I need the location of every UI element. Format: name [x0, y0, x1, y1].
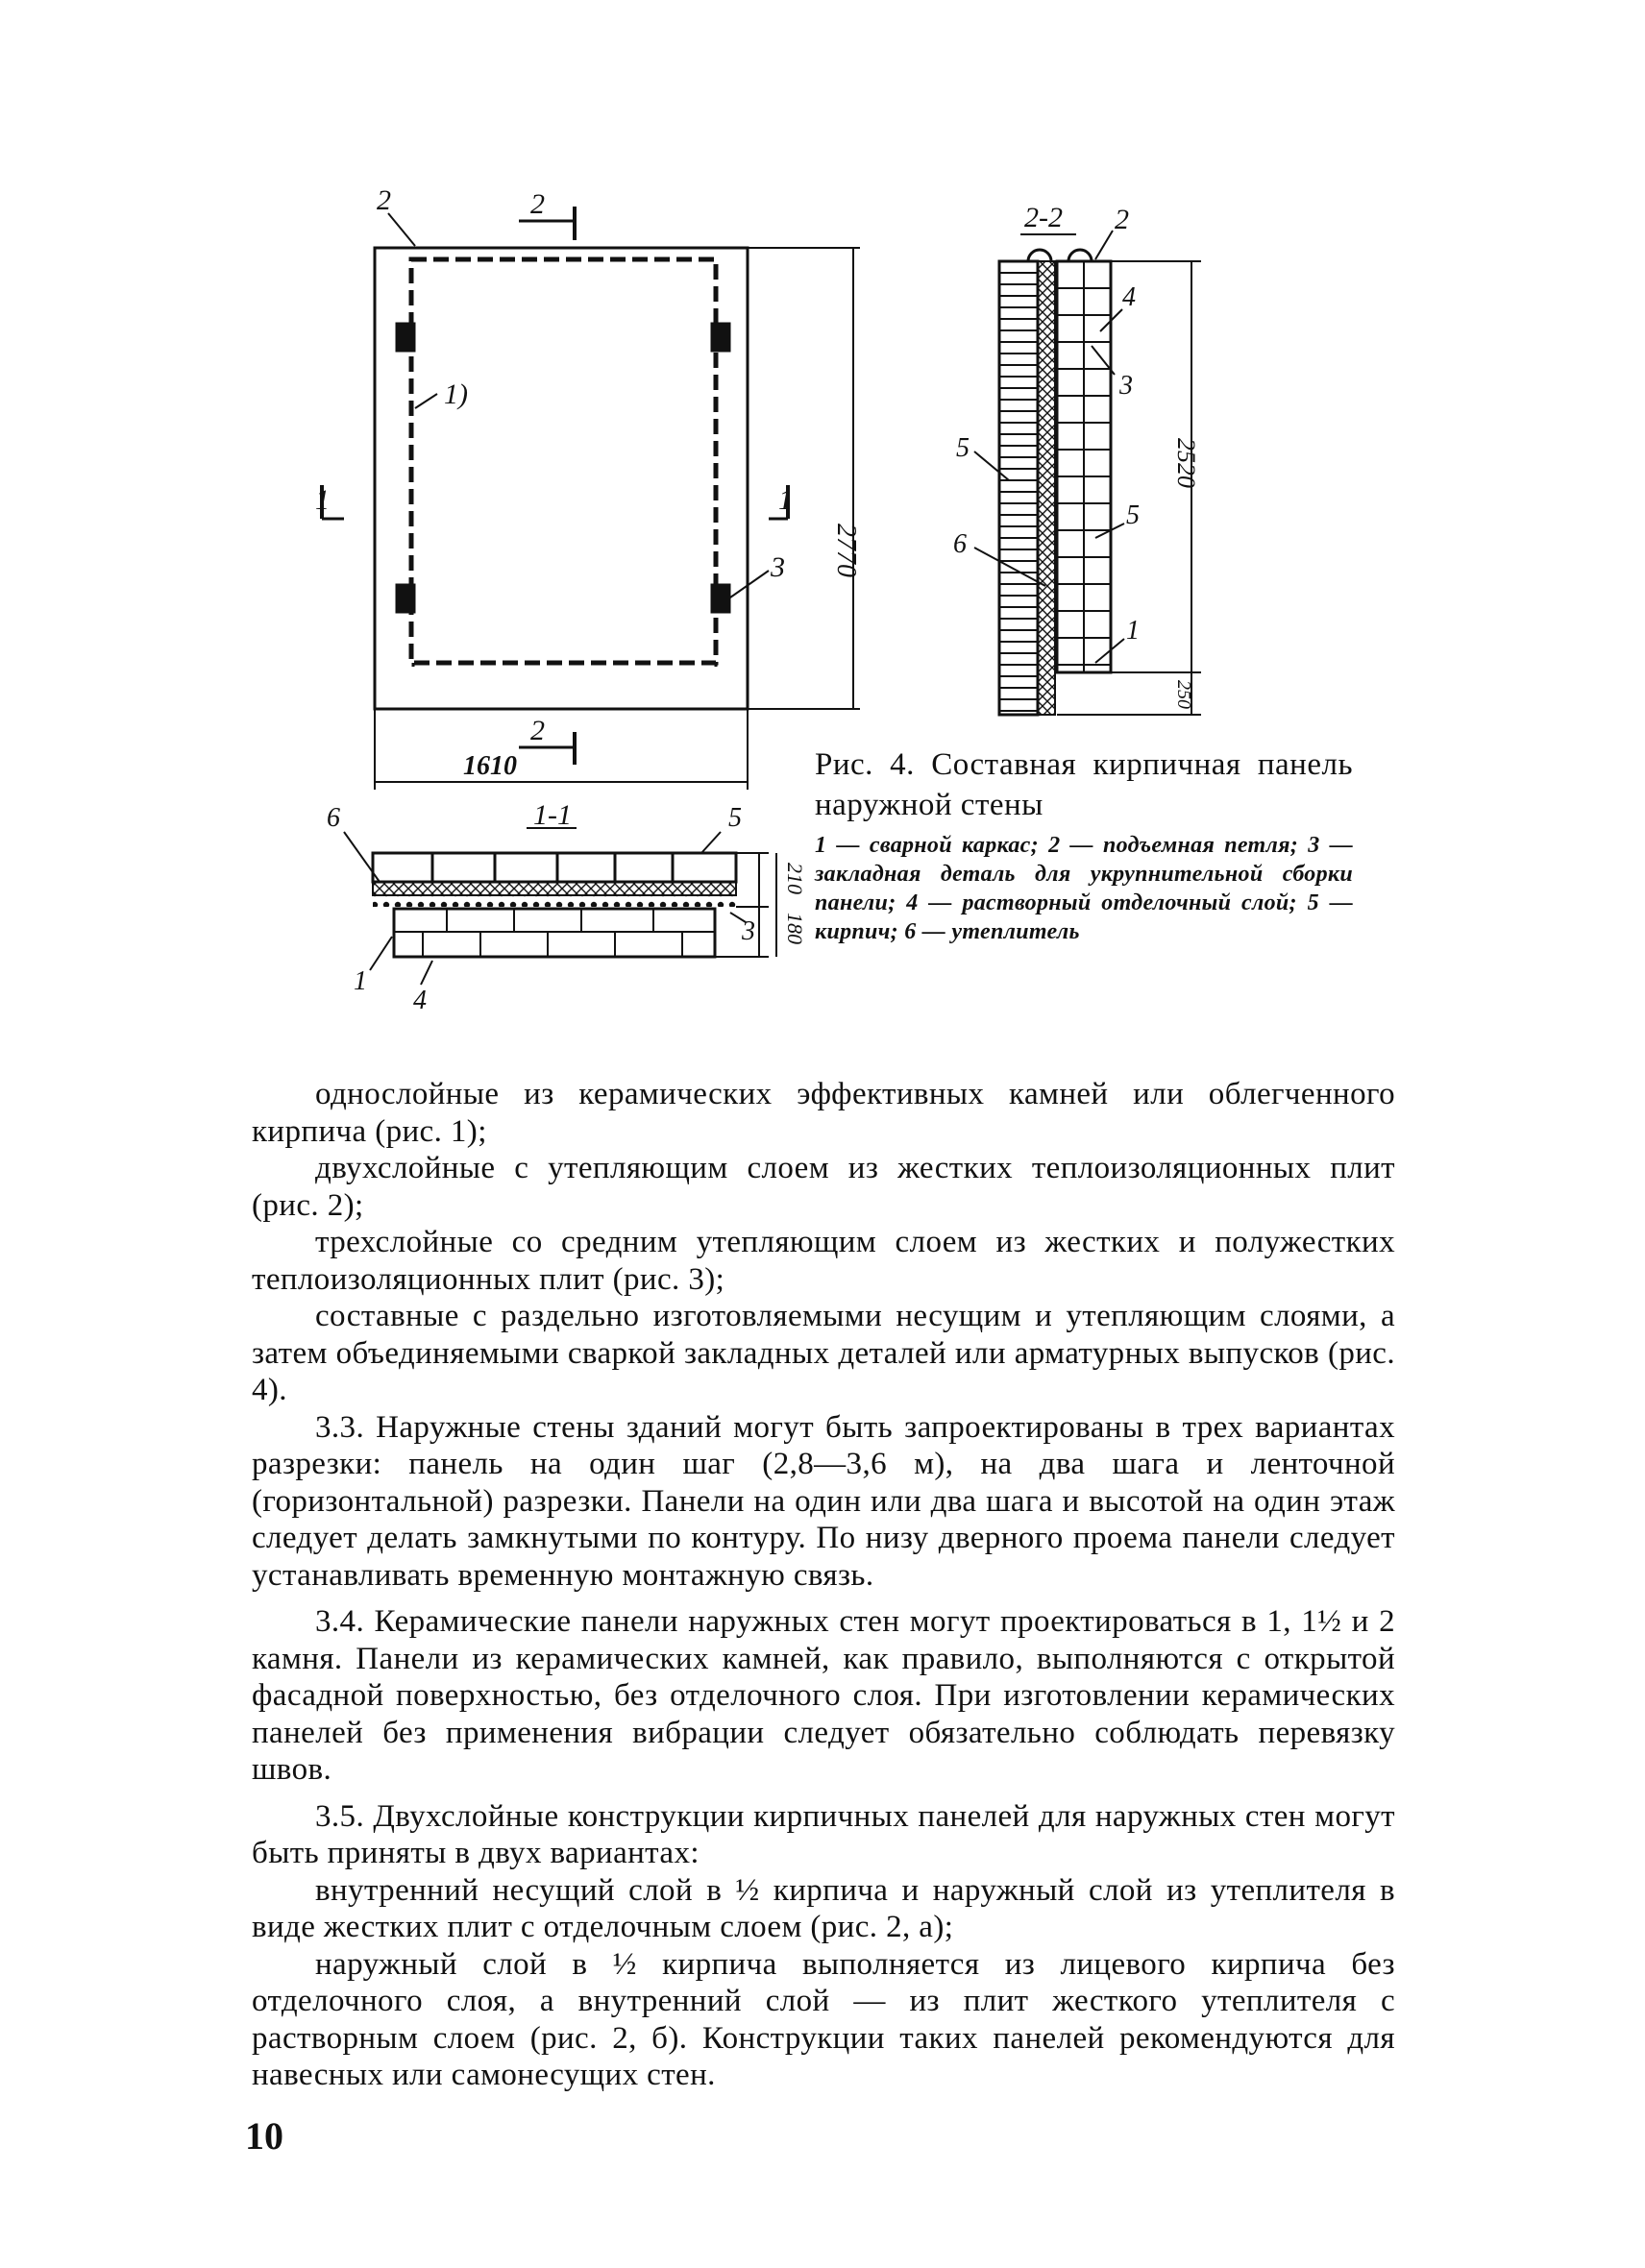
paragraph: 3.5. Двухслойные конструкции кирпичных панелей для наружных стен могут быть приняты в двух вариантах: — [252, 1798, 1395, 1870]
section-2-2 — [974, 231, 1201, 715]
paragraph: 3.4. Керамические панели наружных стен могут проектироваться в 1, 1½ и 2 камня. Панели из керамических камней, как правило, выполняются с открытой фасадной поверхностью, без отделочного слоя. При изготовлении керамических панелей без применения вибрации следует обязательно соблюдать перевязку швов. — [252, 1604, 1395, 1787]
dimension-2770: 2770 — [831, 524, 861, 577]
elevation-labels — [315, 184, 861, 781]
section-2-2-callout-2: 2 — [1115, 204, 1129, 235]
section-2-2-callout-3: 3 — [1119, 371, 1133, 401]
paragraph: внутренний несущий слой в ½ кирпича и наружный слой из утеплителя в виде жестких плит с отделочным слоем (рис. 2, а); — [252, 1872, 1395, 1944]
section-2-2-callout-1: 1 — [1126, 616, 1140, 646]
paragraph: наружный слой в ½ кирпича выполняется из лицевого кирпича без отделочного слоя, а внутренний слой — из плит жесткого утеплителя с растворным слоем (рис. 2, б). Конструкции таких панелей рекомендуются для навесных или самонесущих стен. — [252, 1946, 1395, 2092]
section-mark-2-top: 2 — [530, 188, 545, 220]
paragraph: трехслойные со средним утепляющим слоем из жестких и полужестких теплоизоляционных плит (рис. 3); — [252, 1225, 1395, 1297]
caption-legend: 1 — сварной каркас; 2 — подъемная петля; 3 — закладная деталь для укрупнительной сборки панели; 4 — растворный отделочный слой; 5 — кирпич; 6 — утеплитель — [815, 833, 1353, 944]
section-1-1-dim-180: 180 — [783, 913, 807, 944]
section-2-2-dim-2520: 2520 — [1172, 438, 1200, 488]
page-number: 10 — [245, 2114, 283, 2158]
section-2-2-callout-4: 4 — [1122, 282, 1136, 312]
figure-caption — [815, 744, 1353, 946]
section-2-2-dim-250: 250 — [1173, 680, 1194, 709]
section-2-2-callout-5-right: 5 — [1126, 500, 1140, 530]
section-2-2-labels — [953, 202, 1200, 709]
callout-3: 3 — [771, 551, 785, 583]
paragraph: двухслойные с утепляющим слоем из жестких теплоизоляционных плит (рис. 2); — [252, 1151, 1395, 1223]
section-1-1 — [344, 828, 776, 985]
section-1-1-callout-6: 6 — [327, 803, 340, 833]
section-mark-2-bottom: 2 — [530, 715, 545, 746]
outer-brick-courses — [999, 273, 1038, 711]
section-1-1-title: 1-1 — [533, 799, 572, 831]
section-1-1-callout-5: 5 — [728, 803, 742, 833]
section-2-2-callout-5-left: 5 — [956, 433, 970, 463]
section-2-2-title: 2-2 — [1024, 202, 1063, 233]
section-1-1-callout-3: 3 — [742, 916, 755, 946]
section-1-1-callout-1: 1 — [354, 966, 367, 996]
callout-2-top: 2 — [377, 184, 391, 216]
section-1-1-dim-210: 210 — [783, 863, 807, 894]
paragraph: 3.3. Наружные стены зданий могут быть запроектированы в трех вариантах разрезки: панель на один шаг (2,8—3,6 м), на два шага и ленточной (горизонтальной) разрезки. Панели на один или два шага и высотой на один этаж следует делать замкнутыми по контуру. По низу дверного проема панели следует устанавливать временную монтажную связь. — [252, 1409, 1395, 1593]
paragraph: однослойные из керамических эффективных камней или облегченного кирпича (рис. 1); — [252, 1077, 1395, 1149]
caption-title: Рис. 4. Составная кирпичная панель наружной стены — [815, 747, 1353, 822]
section-1-1-callout-4: 4 — [413, 986, 427, 1015]
section-mark-1-right: 1 — [778, 484, 793, 516]
section-2-2-callout-6: 6 — [953, 529, 967, 559]
section-mark-1-left: 1 — [315, 484, 330, 516]
dimension-1610: 1610 — [463, 751, 517, 781]
body-text — [252, 1076, 1395, 2094]
paragraph: составные с раздельно изготовляемыми несущим и утепляющим слоями, а затем объединяемыми сваркой закладных деталей или арматурных выпусков (рис. 4). — [252, 1299, 1395, 1407]
callout-1: 1) — [444, 378, 468, 410]
